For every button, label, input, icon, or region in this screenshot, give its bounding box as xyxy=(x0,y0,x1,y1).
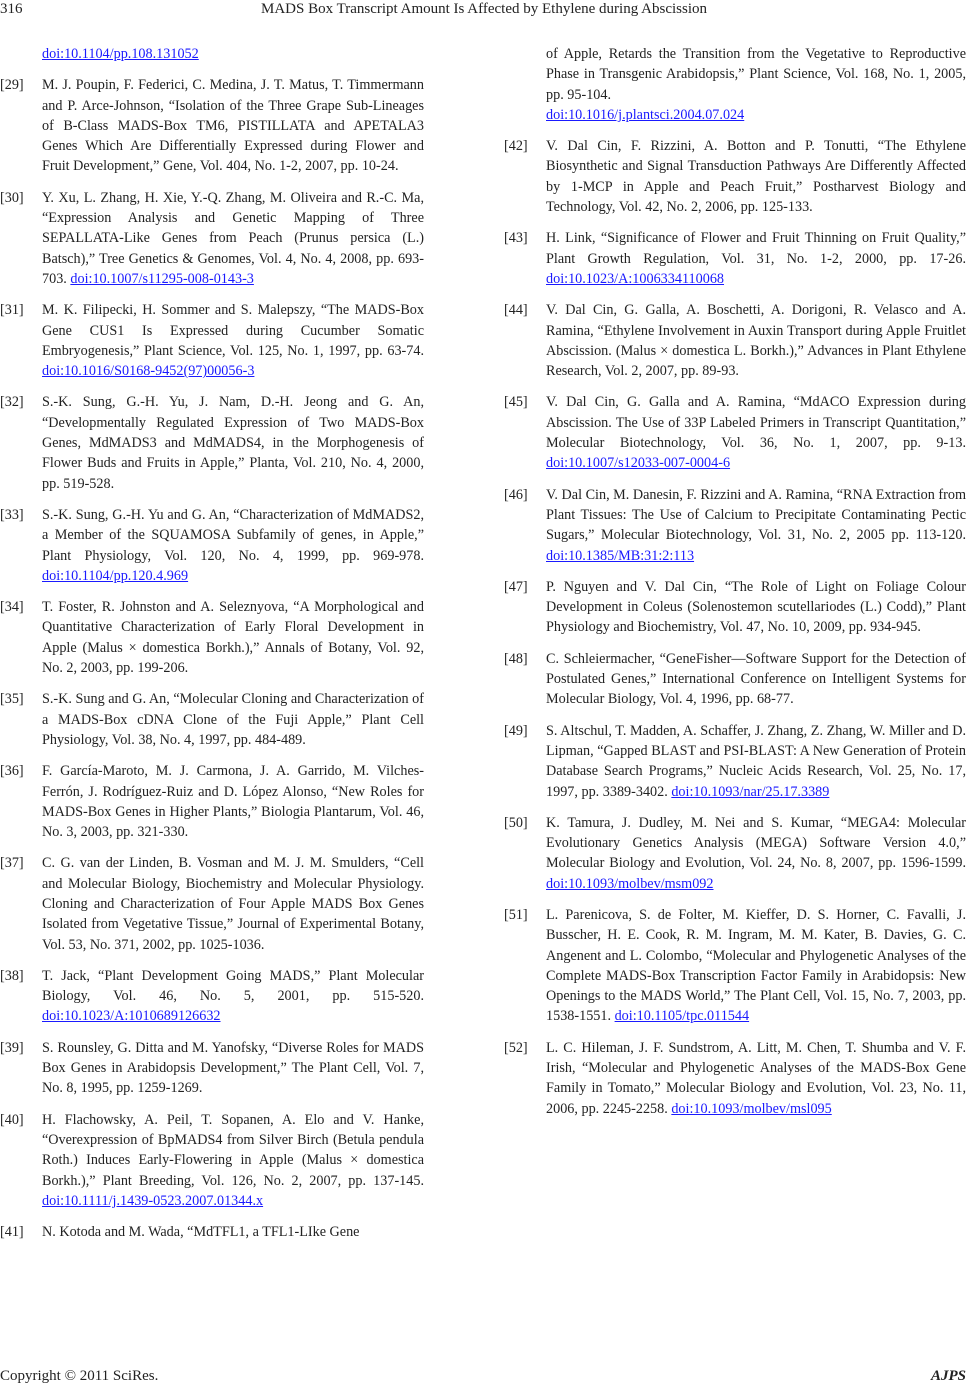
running-title: MADS Box Transcript Amount Is Affected by Ethylene during Abscission xyxy=(261,1,707,17)
reference-item xyxy=(0,1222,424,1242)
reference-item xyxy=(504,813,966,894)
reference-number: [42] xyxy=(504,138,528,155)
page-header xyxy=(0,0,968,18)
reference-number: [37] xyxy=(0,855,24,872)
doi-link[interactable]: doi:10.1016/S0168-9452(97)00056-3 xyxy=(42,363,255,380)
doi-link[interactable]: doi:10.1385/MB:31:2:113 xyxy=(546,547,695,564)
reference-number: [30] xyxy=(0,189,24,206)
reference-text: C. Schleiermacher, “GeneFisher—Software Support for the Detection of Postulated Genes,” International Conference on Intelligent Systems for Molecular Biology, Vol. 4, 1996, pp. 68-77. xyxy=(546,650,966,708)
left-reference-list xyxy=(0,75,424,1242)
reference-number: [41] xyxy=(0,1224,24,1241)
reference-item xyxy=(504,392,966,473)
reference-number: [44] xyxy=(504,302,528,319)
reference-item xyxy=(0,966,424,1027)
reference-item xyxy=(504,721,966,802)
reference-number: [49] xyxy=(504,722,528,739)
doi-link[interactable]: doi:10.1093/molbev/msl095 xyxy=(671,1100,832,1117)
reference-item xyxy=(0,300,424,381)
reference-item xyxy=(504,228,966,289)
doi-link[interactable]: doi:10.1007/s12033-007-0004-6 xyxy=(546,455,731,472)
doi-link[interactable]: doi:10.1093/nar/25.17.3389 xyxy=(671,783,830,800)
reference-item xyxy=(0,75,424,176)
reference-text: Y. Xu, L. Zhang, H. Xie, Y.-Q. Zhang, M. Oliveira and R.-C. Ma, “Expression Analysis and Genetic Mapping of Three SEPALLATA-Like Genes from Peach (Prunus persica (L.) Batsch),” Tree Genetics & Genomes, Vol. 4, No. 4, 2008, pp. 693-703. xyxy=(42,189,424,287)
reference-item xyxy=(0,392,424,493)
reference-text: S.-K. Sung, G.-H. Yu and G. An, “Characterization of MdMADS2, a Member of the SQUAMOSA Subfamily of genes, in Apple,” Plant Physiology, Vol. 120, No. 4, 1999, pp. 969-978. xyxy=(42,506,424,564)
doi-link[interactable]: doi:10.1093/molbev/msm092 xyxy=(546,875,714,892)
journal-abbreviation: AJPS xyxy=(930,1368,966,1384)
reference-number: [45] xyxy=(504,394,528,411)
reference-text: V. Dal Cin, G. Galla and A. Ramina, “MdACO Expression during Abscission. The Use of 33P Labeled Primers in Transcript Quantitation,” Molecular Biotechnology, Vol. 36, No. 1, 2007, pp. 9-13. xyxy=(546,394,966,452)
doi-link[interactable]: doi:10.1104/pp.120.4.969 xyxy=(42,567,189,584)
reference-text: S.-K. Sung and G. An, “Molecular Cloning and Characterization of a MADS-Box cDNA Clone of the Fuji Apple,” Plant Cell Physiology, Vol. 38, No. 4, 1997, pp. 484-489. xyxy=(42,691,424,748)
doi-link[interactable]: doi:10.1104/pp.108.131052 xyxy=(42,46,199,62)
reference-number: [40] xyxy=(0,1111,24,1128)
reference-number: [48] xyxy=(504,650,528,667)
reference-text: H. Flachowsky, A. Peil, T. Sopanen, A. Elo and V. Hanke, “Overexpression of BpMADS4 from Silver Birch (Betula pendula Roth.) Induces Early-Flowering in Apple (Malus × domestica Borkh.),” Plant Breeding, Vol. 126, No. 2, 2007, pp. 137-145. xyxy=(42,1111,424,1189)
reference-number: [36] xyxy=(0,763,24,780)
reference-item xyxy=(504,485,966,566)
copyright-notice: Copyright © 2011 SciRes. xyxy=(0,1368,159,1384)
reference-number: [34] xyxy=(0,599,24,616)
reference-number: [46] xyxy=(504,486,528,503)
reference-text: L. C. Hileman, J. F. Sundstrom, A. Litt, M. Chen, T. Shumba and V. F. Irish, “Molecular and Phylogenetic Analyses of the MADS-Box Gene Family in Tomato,” Molecular Biology and Evolution, Vol. 23, No. 11, 2006, pp. 2245-2258. xyxy=(546,1039,966,1117)
references-left-column xyxy=(0,44,424,1253)
reference-item xyxy=(0,853,424,954)
right-reference-list xyxy=(504,136,966,1119)
reference-text: S. Altschul, T. Madden, A. Schaffer, J. Zhang, Z. Zhang, W. Miller and D. Lipman, “Gapped BLAST and PSI-BLAST: A New Generation of Protein Database Search Programs,” Nucleic Acids Research, Vol. 25, No. 17, 1997, pp. 3389-3402. xyxy=(546,722,966,800)
reference-item xyxy=(504,300,966,381)
reference-number: [52] xyxy=(504,1039,528,1056)
reference-item xyxy=(504,905,966,1027)
reference-text: M. K. Filipecki, H. Sommer and S. Malepszy, “The MADS-Box Gene CUS1 Is Expressed during Cucumber Somatic Embryogenesis,” Plant Science, Vol. 125, No. 1, 1997, pp. 63-74. xyxy=(42,302,424,359)
reference-item xyxy=(0,1110,424,1211)
page-number: 316 xyxy=(0,1,23,17)
reference-text: H. Link, “Significance of Flower and Fruit Thinning on Fruit Quality,” Plant Growth Regulation, Vol. 31, No. 1-2, 2000, pp. 17-26. xyxy=(546,230,966,267)
reference-number: [35] xyxy=(0,691,24,708)
reference-item xyxy=(504,1038,966,1119)
doi-link[interactable]: doi:10.1023/A:1010689126632 xyxy=(42,1008,221,1025)
doi-link[interactable]: doi:10.1023/A:1006334110068 xyxy=(546,270,725,287)
reference-item xyxy=(504,136,966,217)
reference-text: V. Dal Cin, M. Danesin, F. Rizzini and A. Ramina, “RNA Extraction from Plant Tissues: The Use of Calcium to Precipitate Contaminating Pectic Sugars,” Molecular Biotechnology, Vol. 31, No. 2, 2005 pp. 113-120. xyxy=(546,486,966,544)
reference-text: S. Rounsley, G. Ditta and M. Yanofsky, “Diverse Roles for MADS Box Genes in Arabidopsis Development,” The Plant Cell, Vol. 7, No. 8, 1995, pp. 1259-1269. xyxy=(42,1039,424,1097)
reference-text: V. Dal Cin, F. Rizzini, A. Botton and P. Tonutti, “The Ethylene Biosynthetic and Signal Transduction Pathways Are Differently Affected by 1-MCP in Apple and Peach Fruit,” Postharvest Biology and Technology, Vol. 42, No. 2, 2006, pp. 125-133. xyxy=(546,138,966,216)
reference-text: L. Parenicova, S. de Folter, M. Kieffer, D. S. Horner, C. Favalli, J. Busscher, H. E. Cook, R. M. Ingram, M. M. Kater, B. Davies, G. C. Angenent and L. Colombo, “Molecular and Phylogenetic Analyses of the Complete MADS-Box Transcription Factor Family in Arabidopsis: New Openings to the MADS World,” The Plant Cell, Vol. 15, No. 7, 2003, pp. 1538-1551. xyxy=(546,906,966,1025)
reference-text: C. G. van der Linden, B. Vosman and M. J. M. Smulders, “Cell and Molecular Biology, Biochemistry and Molecular Physiology. Cloning and Characterization of Four Apple MADS Box Genes Isolated from Vegetative Tissue,” Journal of Experimental Botany, Vol. 53, No. 371, 2002, pp. 1025-1036. xyxy=(42,855,424,953)
reference-text: F. García-Maroto, M. J. Carmona, J. A. Garrido, M. Vilches-Ferrón, J. Rodríguez-Ruiz and D. López Alonso, “New Roles for MADS-Box Genes in Higher Plants,” Biologia Plantarum, Vol. 46, No. 3, 2003, pp. 321-330. xyxy=(42,763,424,841)
doi-link[interactable]: doi:10.1105/tpc.011544 xyxy=(614,1008,750,1025)
reference-item xyxy=(0,597,424,678)
doi-link[interactable]: doi:10.1016/j.plantsci.2004.07.024 xyxy=(546,106,745,123)
page-footer xyxy=(0,1367,968,1385)
reference-text: T. Jack, “Plant Development Going MADS,” Plant Molecular Biology, Vol. 46, No. 5, 2001, pp. 515-520. xyxy=(42,967,424,1005)
reference-text: T. Foster, R. Johnston and A. Seleznyova, “A Morphological and Quantitative Characterization of Early Floral Development in Apple (Malus × domestica Borkh.),” Annals of Botany, Vol. 92, No. 2, 2003, pp. 199-206. xyxy=(42,599,424,677)
reference-item xyxy=(504,649,966,710)
reference-continuation xyxy=(0,44,424,64)
reference-number: [50] xyxy=(504,814,528,831)
references-right-column xyxy=(504,44,966,1130)
reference-item xyxy=(0,188,424,289)
reference-item xyxy=(0,1038,424,1099)
reference-number: [47] xyxy=(504,578,528,595)
reference-number: [38] xyxy=(0,967,24,984)
reference-number: [29] xyxy=(0,77,24,94)
reference-text: K. Tamura, J. Dudley, M. Nei and S. Kumar, “MEGA4: Molecular Evolutionary Genetics Analysis (MEGA) Software Version 4.0,” Molecular Biology and Evolution, Vol. 24, No. 8, 2007, pp. 1596-1599. xyxy=(546,814,966,872)
reference-number: [33] xyxy=(0,506,24,523)
reference-text: P. Nguyen and V. Dal Cin, “The Role of Light on Foliage Colour Development in Coleus (Solenostemon scutellariodes (L.) Codd),” Plant Physiology and Biochemistry, Vol. 47, No. 10, 2009, pp. 934-945. xyxy=(546,578,966,636)
reference-number: [43] xyxy=(504,230,528,247)
reference-text: of Apple, Retards the Transition from the Vegetative to Reproductive Phase in Transgenic Arabidopsis,” Plant Science, Vol. 168, No. 1, 2005, pp. 95-104. xyxy=(546,46,966,103)
reference-text: S.-K. Sung, G.-H. Yu, J. Nam, D.-H. Jeong and G. An, “Developmentally Regulated Expression of Two MADS-Box Genes, MdMADS3 and MdMADS4, in the Morphogenesis of Flower Buds and Fruits in Apple,” Planta, Vol. 210, No. 4, 2000, pp. 519-528. xyxy=(42,394,424,492)
doi-link[interactable]: doi:10.1111/j.1439-0523.2007.01344.x xyxy=(42,1192,264,1209)
reference-text: M. J. Poupin, F. Federici, C. Medina, J. T. Matus, T. Timmermann and P. Arce-Johnson, “Isolation of the Three Grape Sub-Lineages of B-Class MADS-Box TM6, PISTILLATA and APETALA3 Genes Which Are Differentially Expressed during Flower and Fruit Development,” Gene, Vol. 404, No. 1-2, 2007, pp. 10-24. xyxy=(42,77,424,175)
reference-number: [51] xyxy=(504,906,528,923)
reference-number: [39] xyxy=(0,1039,24,1056)
reference-text: V. Dal Cin, G. Galla, A. Boschetti, A. Dorigoni, R. Velasco and A. Ramina, “Ethylene Involvement in Auxin Transport during Apple Fruitlet Abscission. (Malus × domestica L. Borkh.),” Advances in Plant Ethylene Research, Vol. 2, 2007, pp. 89-93. xyxy=(546,302,966,380)
reference-item xyxy=(0,505,424,586)
reference-item xyxy=(0,761,424,842)
reference-item xyxy=(0,689,424,750)
reference-item xyxy=(504,577,966,638)
reference-continuation xyxy=(504,44,966,125)
reference-text: N. Kotoda and M. Wada, “MdTFL1, a TFL1-LIke Gene xyxy=(42,1224,360,1241)
doi-link[interactable]: doi:10.1007/s11295-008-0143-3 xyxy=(70,270,254,287)
reference-number: [32] xyxy=(0,394,24,411)
reference-number: [31] xyxy=(0,302,24,319)
